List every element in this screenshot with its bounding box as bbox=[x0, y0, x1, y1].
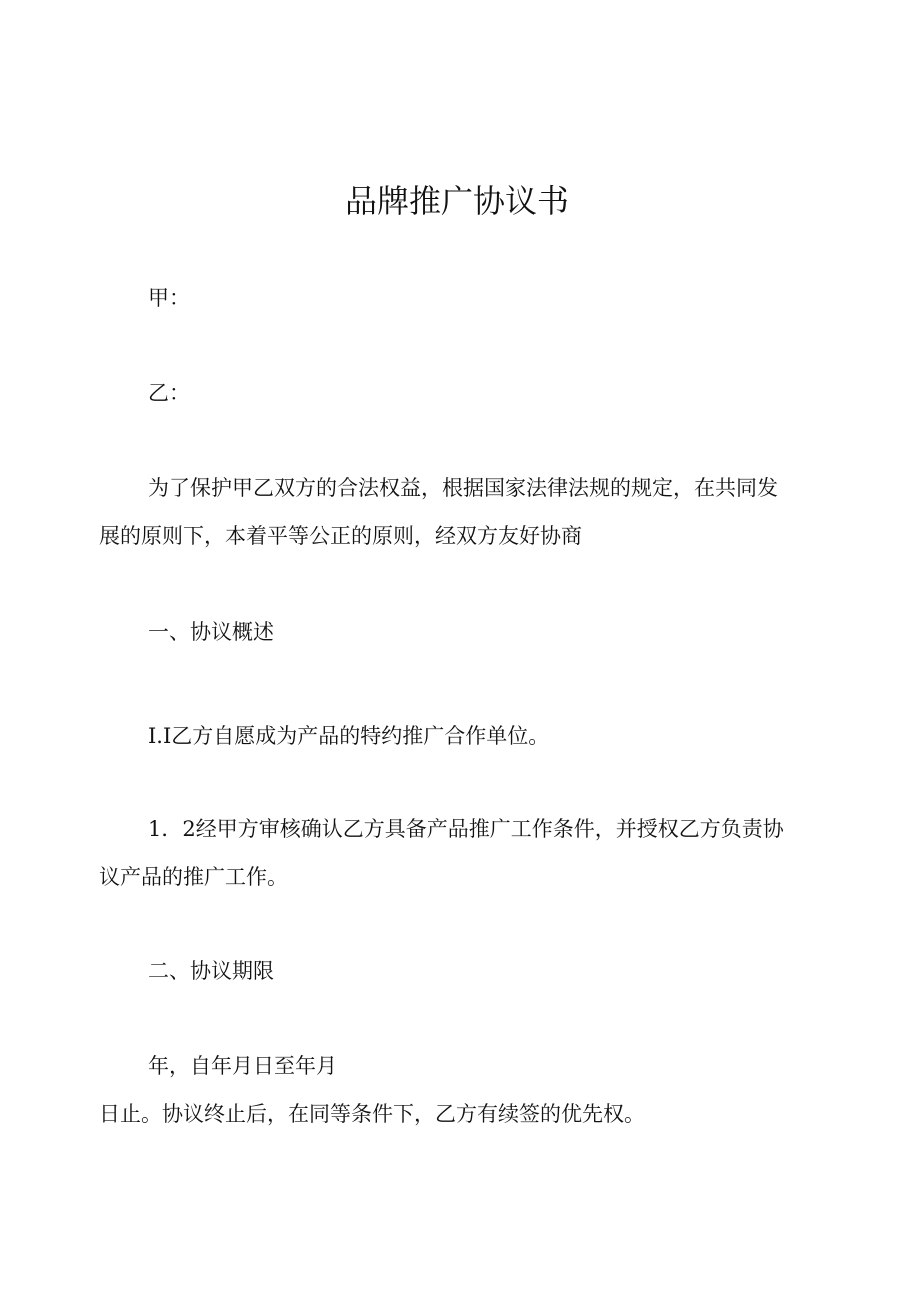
section-1-heading: 一、协议概述 bbox=[148, 620, 274, 644]
clause-1-2-line-1: 1．2经甲方审核确认乙方具备产品推广工作条件，并授权乙方负责协 bbox=[148, 817, 784, 841]
term-line-1: 年，自年月日至年月 bbox=[148, 1054, 337, 1078]
intro-paragraph-line-1: 为了保护甲乙双方的合法权益，根据国家法律法规的规定，在共同发 bbox=[148, 476, 778, 500]
document-title: 品牌推广协议书 bbox=[344, 182, 569, 220]
section-2-heading: 二、协议期限 bbox=[148, 959, 274, 983]
intro-paragraph-line-2: 展的原则下，本着平等公正的原则，经双方友好协商 bbox=[99, 524, 582, 548]
party-b-label: 乙： bbox=[148, 381, 190, 405]
party-a-label: 甲： bbox=[148, 286, 190, 310]
term-line-2: 日止。协议终止后，在同等条件下，乙方有续签的优先权。 bbox=[99, 1102, 645, 1126]
clause-1-1: I.I乙方自愿成为产品的特约推广合作单位。 bbox=[148, 724, 550, 748]
clause-1-2-line-2: 议产品的推广工作。 bbox=[99, 865, 288, 889]
